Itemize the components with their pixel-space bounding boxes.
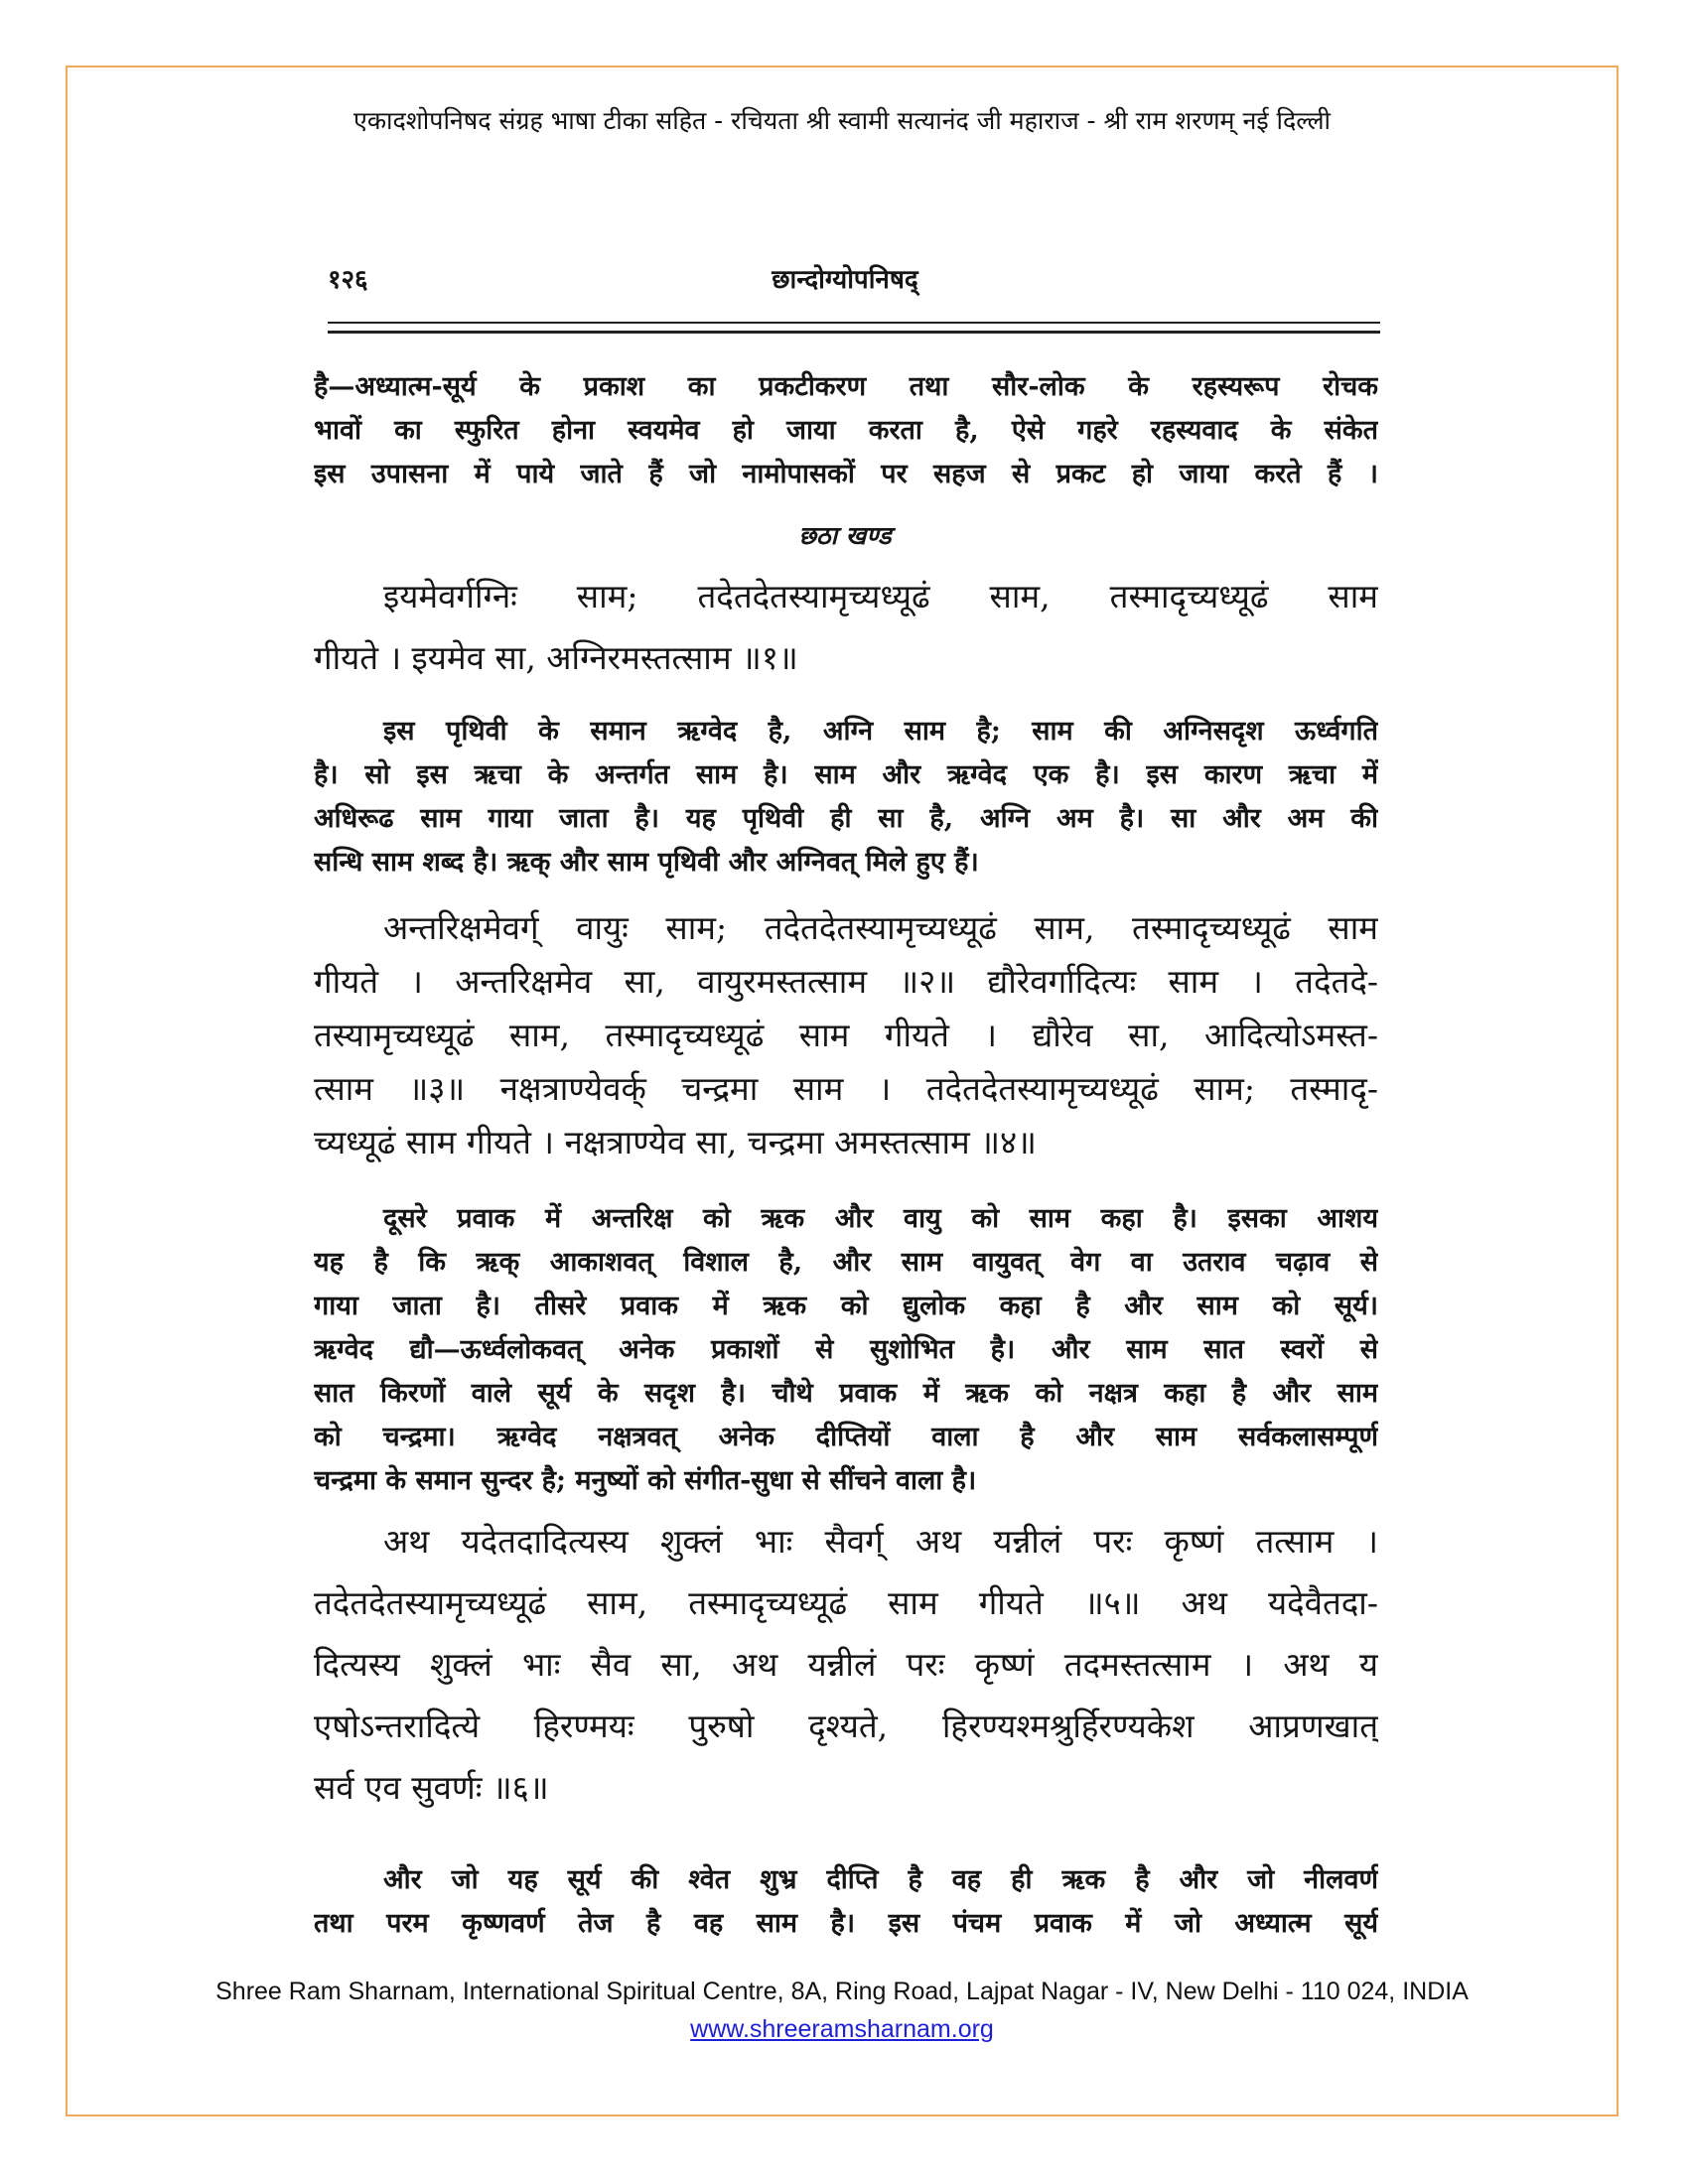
verse-line: गीयते । इयमेव सा, अग्निरमस्तत्साम ॥१॥ bbox=[314, 638, 798, 677]
verse-line: अथ यदेतदादित्यस्य शुक्लं भाः सैवर्ग् अथ यन्नीलं परः कृष्णं तत्साम । bbox=[383, 1522, 1378, 1561]
text-line: को चन्द्रमा। ऋग्वेद नक्षत्रवत् अनेक दीप्तियों वाला है और साम सर्वकलासम्पूर्ण bbox=[314, 1422, 1378, 1452]
text-line: ऋग्वेद द्यौ—ऊर्ध्वलोकवत् अनेक प्रकाशों से सुशोभित है। और साम सात स्वरों से bbox=[314, 1334, 1378, 1365]
text-line: चन्द्रमा के समान सुन्दर है; मनुष्यों को संगीत-सुधा से सींचने वाला है। bbox=[314, 1465, 977, 1496]
verse-5-6 bbox=[314, 1511, 1378, 1819]
commentary-2 bbox=[314, 1197, 1378, 1503]
text-line: इस पृथिवी के समान ऋग्वेद है, अग्नि साम है; साम की अग्निसदृश ऊर्ध्वगति bbox=[383, 716, 1378, 747]
page-number: १२६ bbox=[328, 265, 368, 295]
verse-line: अन्तरिक्षमेवर्ग् वायुः साम; तदेतदेतस्यामृच्यध्यूढं साम, तस्मादृच्यध्यूढं साम bbox=[383, 908, 1378, 947]
intro-commentary bbox=[314, 365, 1378, 496]
verse-2-4 bbox=[314, 901, 1378, 1169]
text-line: गाया जाता है। तीसरे प्रवाक में ऋक को द्युलोक कहा है और साम को सूर्य। bbox=[314, 1291, 1378, 1321]
text-line: भावों का स्फुरित होना स्वयमेव हो जाया करता है, ऐसे गहरे रहस्यवाद के संकेत bbox=[314, 415, 1378, 446]
text-line: है—अध्यात्म-सूर्य के प्रकाश का प्रकटीकरण तथा सौर-लोक के रहस्यरूप रोचक bbox=[314, 371, 1378, 402]
verse-line: त्साम ॥३॥ नक्षत्राण्येवर्क् चन्द्रमा साम । तदेतदेतस्यामृच्यध्यूढं साम; तस्मादृ- bbox=[314, 1069, 1378, 1108]
verse-line: च्यध्यूढं साम गीयते । नक्षत्राण्येव सा, चन्द्रमा अमस्तत्साम ॥४॥ bbox=[314, 1123, 1037, 1161]
verse-1 bbox=[314, 566, 1378, 689]
text-line: अधिरूढ साम गाया जाता है। यह पृथिवी ही सा है, अग्नि अम है। सा और अम की bbox=[314, 803, 1378, 834]
verse-line: तदेतदेतस्यामृच्यध्यूढं साम, तस्मादृच्यध्यूढं साम गीयते ॥५॥ अथ यदेवैतदा- bbox=[314, 1583, 1378, 1622]
commentary-1 bbox=[314, 710, 1378, 885]
footer-website-link[interactable]: www.shreeramsharnam.org bbox=[690, 2015, 994, 2043]
footer-address: Shree Ram Sharnam, International Spiritual Centre, 8A, Ring Road, Lajpat Nagar - IV, New Delhi - 110 024, INDIA bbox=[215, 1978, 1469, 2005]
commentary-3 bbox=[314, 1858, 1378, 1946]
header-rule-thick bbox=[328, 331, 1380, 334]
verse-line: एषोऽन्तरादित्ये हिरण्मयः पुरुषो दृश्यते, हिरण्यश्मश्रुर्हिरण्यकेश आप्रणखात् bbox=[314, 1706, 1378, 1745]
text-line: इस उपासना में पाये जाते हैं जो नामोपासकों पर सहज से प्रकट हो जाया करते हैं । bbox=[314, 459, 1378, 489]
text-line: है। सो इस ऋचा के अन्तर्गत साम है। साम और ऋग्वेद एक है। इस कारण ऋचा में bbox=[314, 759, 1378, 790]
verse-line: सर्व एव सुवर्णः ॥६॥ bbox=[314, 1768, 549, 1807]
running-head bbox=[314, 260, 1376, 300]
document-header: एकादशोपनिषद संग्रह भाषा टीका सहित - रचियता श्री स्वामी सत्यानंद जी महाराज - श्री राम शरणम् नई दिल्ली bbox=[353, 106, 1331, 135]
section-heading: छठा खण्ड bbox=[798, 521, 892, 550]
text-line: दूसरे प्रवाक में अन्तरिक्ष को ऋक और वायु को साम कहा है। इसका आशय bbox=[383, 1203, 1378, 1234]
scanned-page bbox=[314, 238, 1376, 1976]
text-line: यह है कि ऋक् आकाशवत् विशाल है, और साम वायुवत् वेग वा उतराव चढ़ाव से bbox=[314, 1247, 1378, 1278]
header-rule-thin bbox=[328, 322, 1380, 324]
text-line: तथा परम कृष्णवर्ण तेज है वह साम है। इस पंचम प्रवाक में जो अध्यात्म सूर्य bbox=[314, 1908, 1378, 1939]
text-line: सात किरणों वाले सूर्य के सदृश है। चौथे प्रवाक में ऋक को नक्षत्र कहा है और साम bbox=[314, 1378, 1378, 1409]
verse-line: तस्यामृच्यध्यूढं साम, तस्मादृच्यध्यूढं साम गीयते । द्यौरेव सा, आदित्योऽमस्त- bbox=[314, 1016, 1378, 1054]
verse-line: इयमेवर्गग्निः साम; तदेतदेतस्यामृच्यध्यूढं साम, तस्मादृच्यध्यूढं साम bbox=[383, 577, 1378, 615]
text-line: सन्धि साम शब्द है। ऋक् और साम पृथिवी और अग्निवत् मिले हुए हैं। bbox=[314, 847, 979, 878]
verse-line: गीयते । अन्तरिक्षमेव सा, वायुरमस्तत्साम ॥२॥ द्यौरेवर्गादित्यः साम । तदेतदे- bbox=[314, 962, 1378, 1001]
running-title: छान्दोग्योपनिषद् bbox=[772, 265, 918, 295]
verse-line: दित्यस्य शुक्लं भाः सैव सा, अथ यन्नीलं परः कृष्णं तदमस्तत्साम । अथ य bbox=[314, 1645, 1378, 1684]
text-line: और जो यह सूर्य की श्वेत शुभ्र दीप्ति है वह ही ऋक है और जो नीलवर्ण bbox=[383, 1864, 1378, 1895]
